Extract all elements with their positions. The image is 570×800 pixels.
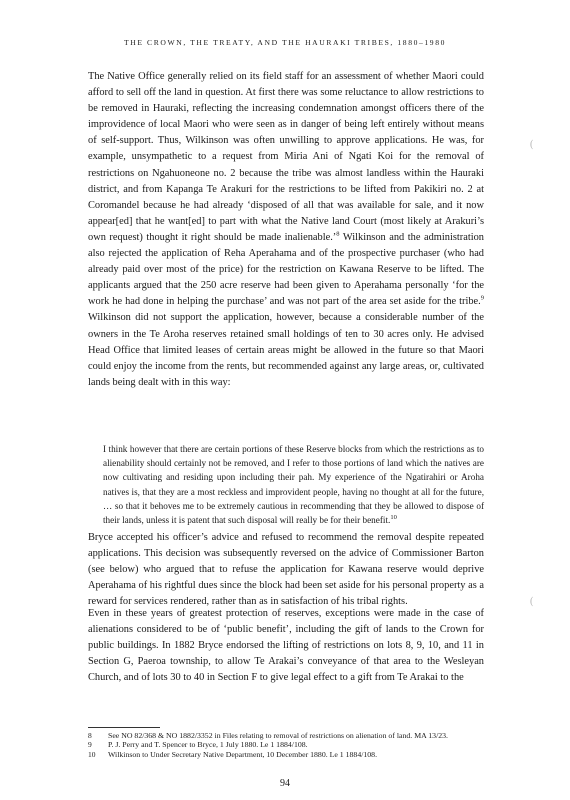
footnote-number: 10 — [88, 750, 96, 759]
footnote-text: Wilkinson to Under Secretary Native Department, 10 December 1880. Le 1 1884/108. — [108, 750, 378, 759]
paragraph-3: Even in these years of greatest protection of reserves, exceptions were made in the case of alienations considered to be of ‘public benefit’, including the gift of lands to the Crown for public buildings. In 1882 Bryce endorsed the lifting of restrictions on lots 8, 9, 10, and 11 in Section G, Paeroa township, to allow Te Arakai’s conveyance of that area to the Wesleyan Church, and of lots 30 to 40 in Section F to give legal effect to a gift from Te Arakai to the — [88, 608, 484, 684]
footnote-divider — [88, 727, 160, 728]
footnote-ref-9[interactable]: 9 — [480, 294, 484, 302]
footnote-ref-8[interactable]: 8 — [336, 230, 340, 238]
paragraph-1-text: The Native Office generally relied on its field staff for an assessment of whether Maori could afford to sell off the land in question. At first there was some reluctance to allow restrictions to be removed in Hauraki, reflecting the increasing condemnation amongst officers there of the improvidence of local Maori who were seen as in danger of being left entirely without means of self-support. Thus, Wilkinson was often unwilling to approve applications. He was, for example, unsympathetic to a request from Miria Ani of Ngati Koi for the removal of restrictions on Ngahuoneone no. 2 because the tribe was almost landless within the Hauraki district, and from Kapanga Te Arakuri for the restrictions to be lifted from Pakikiri no. 2 at Coromandel because he had already ‘disposed of all that was available for sale, and it now appear[ed] that he want[ed] to part with what the Native land Court (most likely at Arakuri’s own request) thought it right should be made inalienable.’ — [88, 71, 484, 243]
margin-mark: ( — [530, 139, 534, 150]
paragraph-1c-text: Wilkinson did not support the application, however, because a considerable number of the owners in the Te Aroha reserves retained small holdings of ten to 30 acres only. He advised Head Office that limited leases of certain areas might be allowed in the future so that Maori could enjoy the income from the rents, but recommended against any large areas, or, cultivated lands being dealt with in this way: — [88, 312, 484, 388]
footnote-text: See NO 82/368 & NO 1882/3352 in Files relating to removal of restrictions on alienation of land. MA 13/23. — [108, 731, 448, 740]
page-number: 94 — [280, 778, 290, 789]
paragraph-1 — [88, 69, 484, 391]
footnote-number: 8 — [88, 731, 92, 740]
block-quote — [103, 442, 484, 527]
footnote-number: 9 — [88, 740, 92, 749]
running-header: THE CROWN, THE TREATY, AND THE HAURAKI TRIBES, 1880–1980 — [124, 38, 446, 47]
quote-text: I think however that there are certain portions of these Reserve blocks from which the restrictions as to alienability should certainly not be removed, and I refer to those portions of land which the natives are now cultivating and residing upon including their pah. My experience of the Ngatirahiri or Aroha natives is, that they are a most reckless and improvident people, having no thought at all for the future, … so that it behoves me to be extremely cautious in recommending that they be allowed to dispose of their lands, unless it is patent that such disposal will really be for their benefit. — [103, 444, 484, 526]
paragraph-2: Bryce accepted his officer’s advice and refused to recommend the removal despite repeated applications. This decision was subsequently reversed on the advice of Commissioner Barton (see below) who argued that to refuse the application for Kawana reserve would deprive Aperahama of his rightful dues since the block had been set aside for his personal property as a reward for services rendered, rather than as in satisfaction of his tribal rights. — [88, 532, 484, 608]
footnote-ref-10[interactable]: 10 — [390, 513, 397, 521]
paragraph-1b-text: Wilkinson and the administration also rejected the application of Reha Aperahama and of the prospective purchaser (who had already paid over most of the price) for the restriction on Kawana Reserve to be lifted. The applicants argued that the 250 acre reserve had been given to Aperahama personally ‘for the work he had done in helping the purchase’ and was not part of the area set aside for the tribe. — [88, 231, 484, 308]
margin-mark: ( — [530, 596, 534, 607]
footnote-text: P. J. Perry and T. Spencer to Bryce, 1 July 1880. Le 1 1884/108. — [108, 740, 308, 749]
